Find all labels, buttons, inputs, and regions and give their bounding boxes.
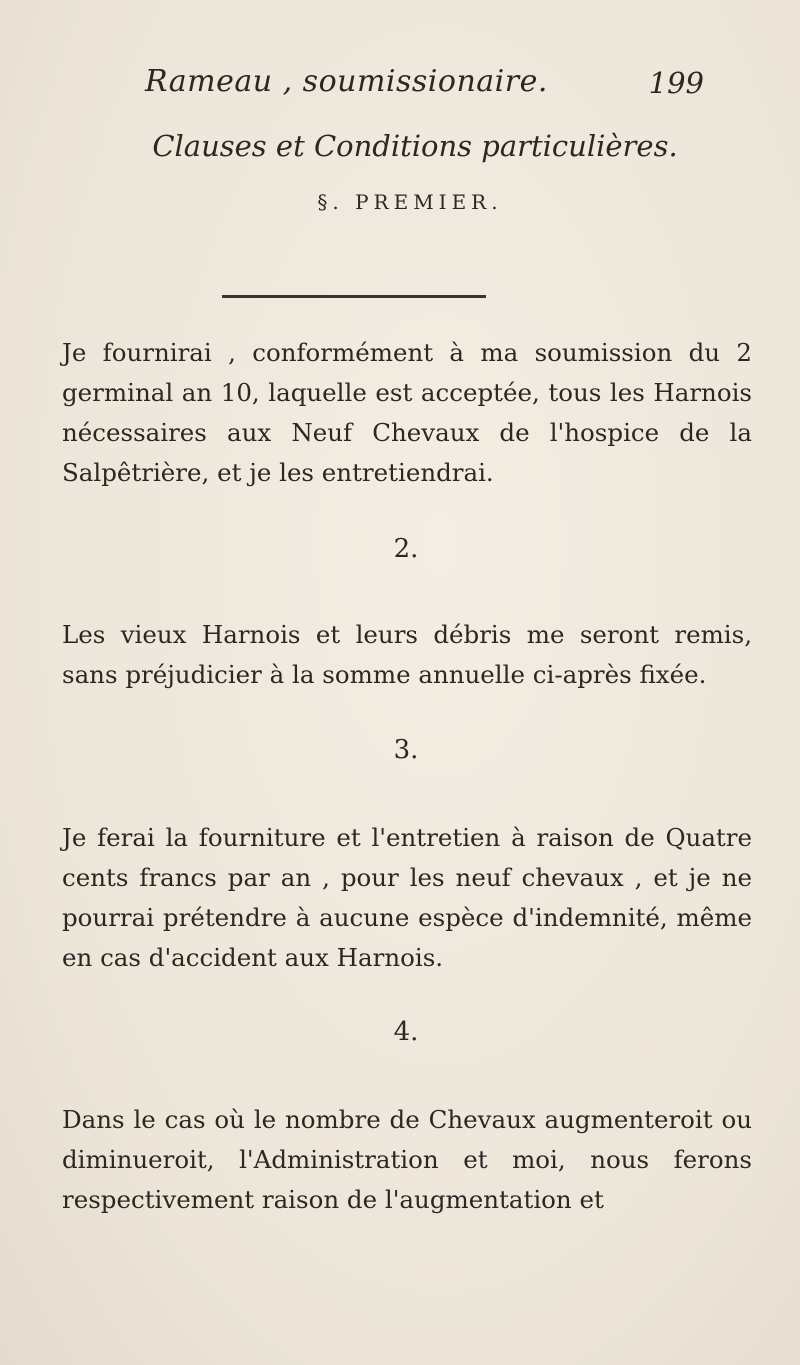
article-1-text: Je fournirai , conformément à ma soumission du 2 germinal an 10, laquelle est acceptée, tous les Harnois nécessaires aux Neuf Chevaux de l'hospice de la Salpêtrière, et je les entretiendrai. (62, 338, 752, 487)
running-title: Rameau , soumissionaire. (145, 64, 548, 99)
section-title: Clauses et Conditions particulières. (152, 129, 678, 163)
article-4-text: Dans le cas où le nombre de Chevaux augmenteroit ou diminueroit, l'Administration et moi, nous ferons respectivement raison de l'augmentation et (62, 1105, 752, 1214)
horizontal-rule (222, 295, 486, 298)
paragraph-label: §. PREMIER. (317, 190, 503, 214)
article-3-number: 3. (393, 735, 419, 765)
article-2-number: 2. (393, 534, 419, 564)
article-3-text: Je ferai la fourniture et l'entretien à raison de Quatre cents francs par an , pour les neuf chevaux , et je ne pourrai prétendre à aucune espèce d'indemnité, même en cas d'accident aux Harnois. (62, 823, 752, 972)
article-2-text: Les vieux Harnois et leurs débris me seront remis, sans préjudicier à la somme annuelle ci-après fixée. (62, 620, 752, 689)
article-4-number: 4. (393, 1017, 419, 1047)
page-number: 199 (648, 66, 704, 100)
running-head (0, 64, 800, 114)
